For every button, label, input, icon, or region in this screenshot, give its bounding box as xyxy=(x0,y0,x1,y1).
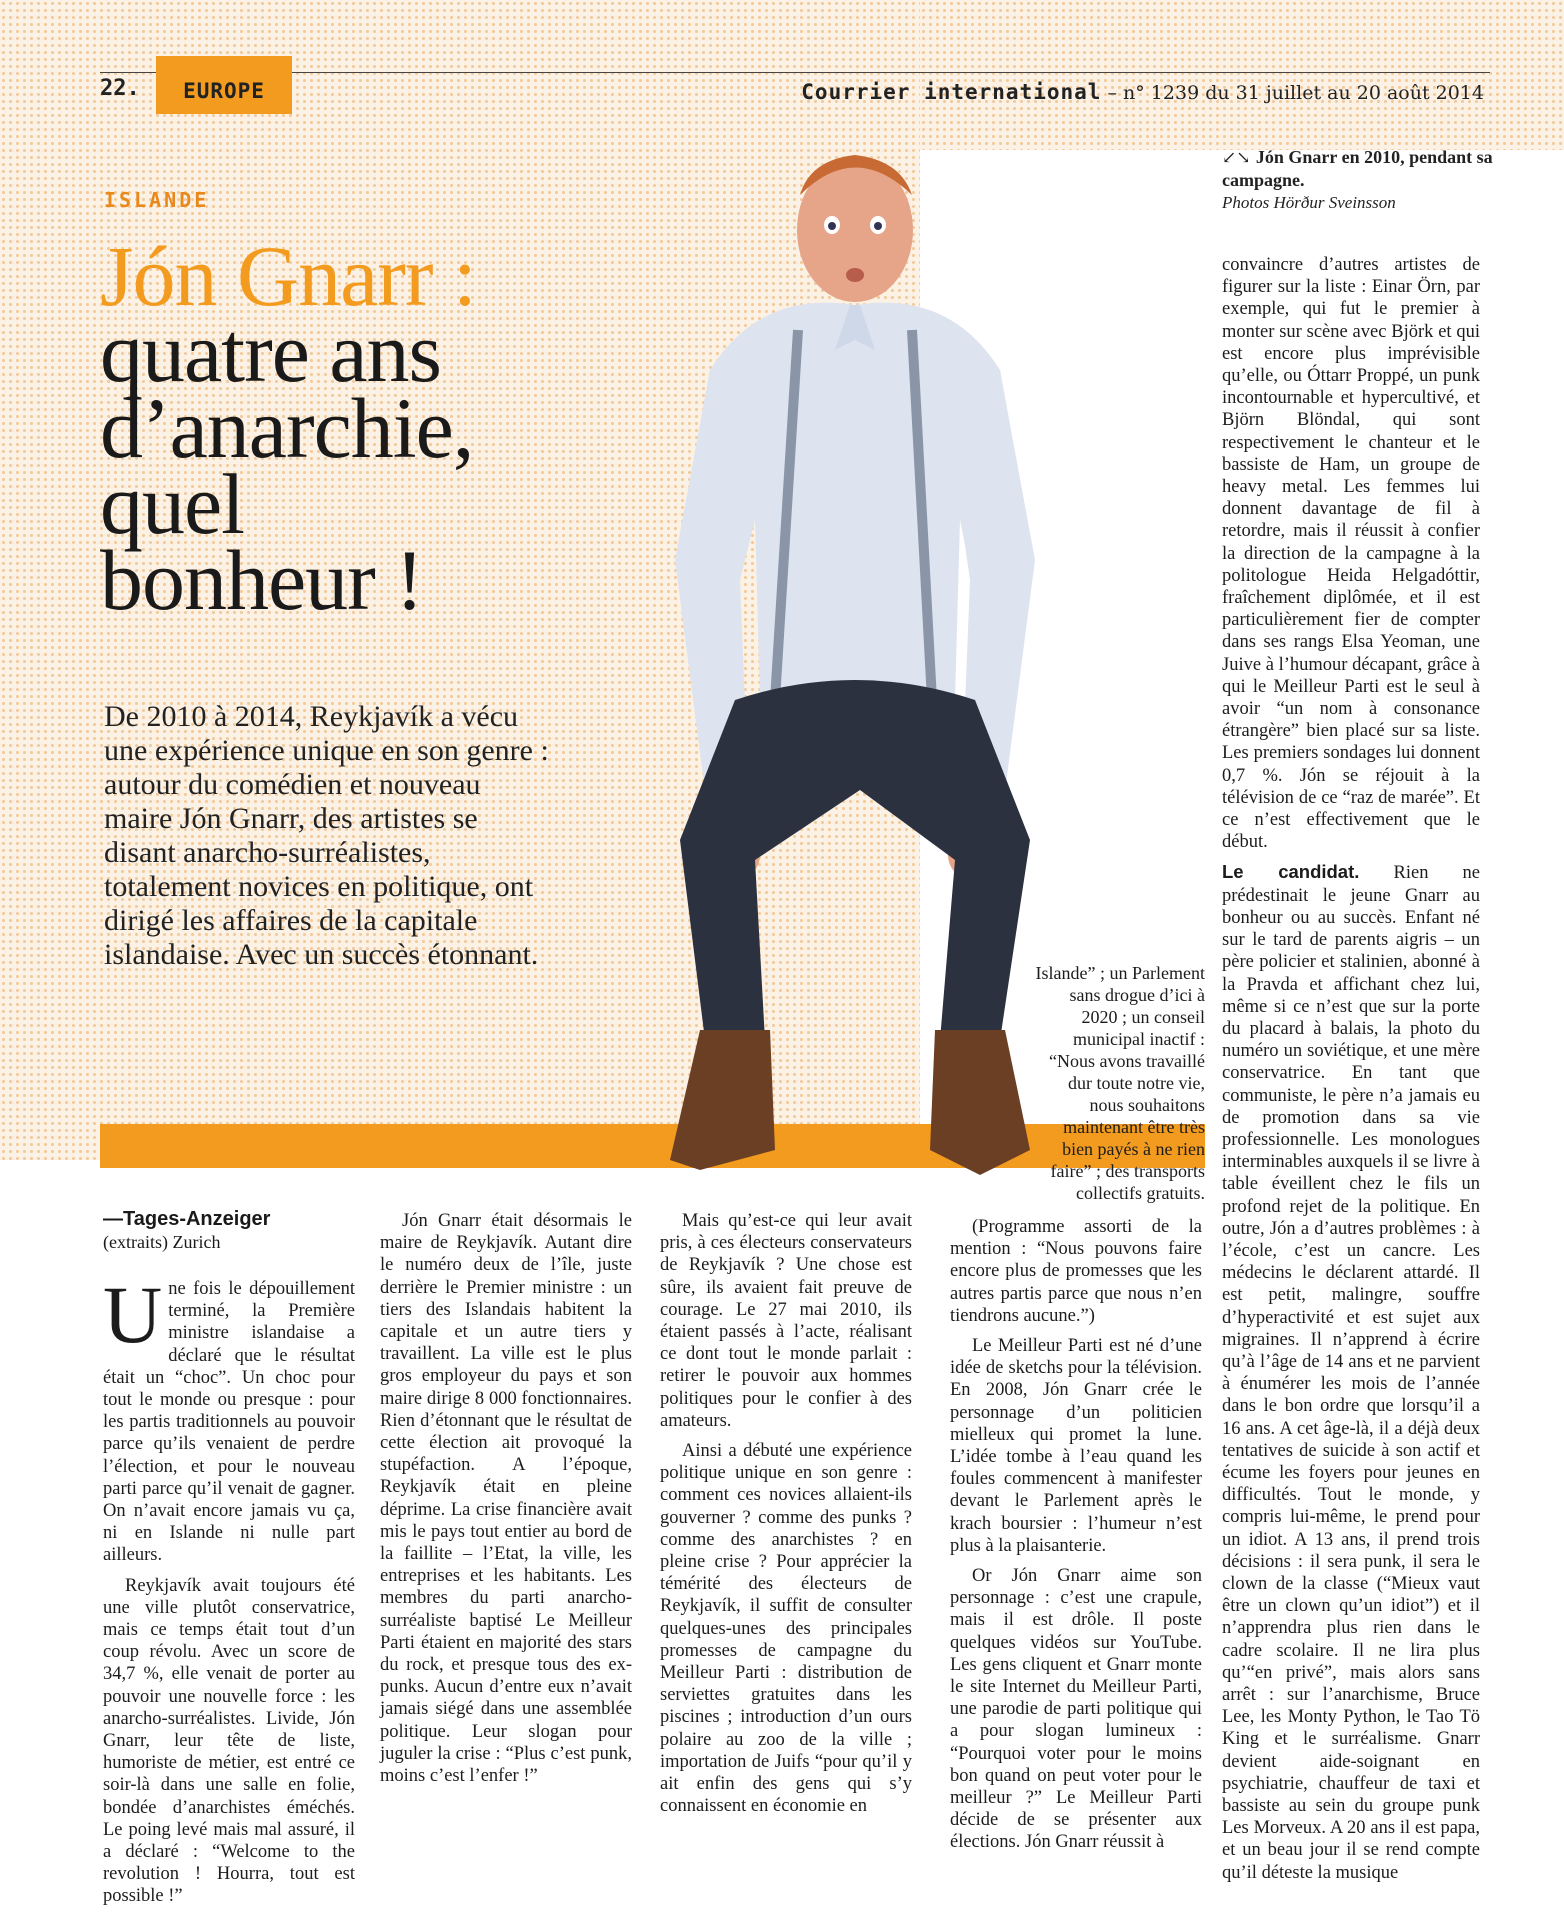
paragraph: Reykjavík avait toujours été une ville plutôt conservatrice, mais ce temps était tout d’un coup révolu. Avec un score de 34,7 %, elle venait de porter au pouvoir une nouvelle force : les anarcho-surréalistes. Livide, Jón Gnarr, leur tête de liste, humoriste de métier, est entré ce soir-là dans une salle en folie, bondée d’anarchistes éméchés. Le poing levé mais mal assuré, il a déclaré : “Welcome to the revolution ! Hourra, tout est possible !” xyxy=(103,1575,355,1907)
publication-name: Courrier international xyxy=(801,80,1102,104)
caption-arrows: ↙↘ xyxy=(1222,148,1251,168)
paragraph: Ainsi a débuté une expérience politique unique en son genre : comment ces novices allaient-ils gouverner ? comme des punks ? comme des anarchistes ? en pleine crise ? Pour apprécier la témérité des électeurs de Reykjavík, il suffit de consulter quelques-unes des principales promesses de campagne du Meilleur Parti : distribution de serviettes gratuites dans les piscines ; introduction d’un ours polaire au zoo de la ville ; importation de Juifs “pour qu’il y ait enfin des gens qui s’y connaissent en économie en xyxy=(660,1441,912,1817)
paragraph-text: Rien ne prédestinait le jeune Gnarr au bonheur ou au succès. Enfant né sur le tard de parents aigris – un père policier et stalinien, abonné à la Pravda et affichant chez lui, même si ce n’est que sur la porte du placard à balais, la photo du numéro un soviétique, et une mère conservatrice. En tant que communiste, le père n’a jamais eu de promotion dans sa vie professionnelle. Les monologues interminables auxquels il se livre à table éveillent chez le fils un profond rejet de la politique. En outre, Jón a d’autres problèmes : à l’école, c’est un cancre. Les médecins le déclarent attardé. Il est petit, malingre, souffre d’hyperactivité et est sujet aux migraines. Il n’apprend à écrire qu’à l’âge de 14 ans et ne parvient à énumérer les mois de l’année dans le bon ordre que lorsqu’il a 16 ans. A cet âge-là, il a déjà deux tentatives de suicide à son actif et écume les foyers pour jeunes en difficultés. Tout le monde, y compris lui-même, le prend pour un idiot. A 13 ans, il prend trois décisions : il sera punk, il sera le clown de la classe (“Mieux vaut être un clown qu’un idiot”) et il n’apprendra plus rien dans le cadre scolaire. Il ne lira plus qu’“en privé”, mais alors sans arrêt : sur l’anarchisme, Bruce Lee, les Monty Python, le Tao Tö King et le surréalisme. Gnarr devient aide-soignant en psychiatrie, chauffeur de taxi et bassiste au sein du groupe punk Les Morveux. A 20 ans il est papa, et un beau jour il se rend compte qu’il déteste la musique xyxy=(1222,863,1480,1883)
headline-line: quel xyxy=(100,456,245,552)
column-3 xyxy=(660,1210,912,1825)
page-number: 22. xyxy=(100,76,140,101)
photo-credit: Photos Hörður Sveinsson xyxy=(1222,193,1396,212)
section-tag: EUROPE xyxy=(156,56,292,114)
column-2 xyxy=(380,1210,632,1795)
dotted-background-top xyxy=(920,0,1564,150)
section-lead: Le candidat. xyxy=(1222,861,1360,883)
paragraph: convaincre d’autres artistes de figurer sur la liste : Einar Örn, par exemple, qui fut le premier à monter sur scène avec Björk et qui est encore plus imprévisible qu’elle, ou Óttarr Proppé, un punk incontournable et hypercultivé, et Björn Blöndal, qui sont respectivement le chanteur et le bassiste de Ham, un groupe de heavy metal. Les femmes lui donnent davantage de fil à retordre, mais il réussit à confier la direction de la campagne à la politologue Heida Helgadóttir, fraîchement diplômée, et il est particulièrement fier de compter dans ses rangs Elsa Yeoman, une Juive à l’humour décapant, grâce à qui le Meilleur Parti est le seul à avoir “un nom à consonance étrangère” bien placé sur sa liste. Les premiers sondages lui donnent 0,7 %. Jón se réjouit à la télévision de ce “raz de marée”. Et ce n’est effectivement que le début. xyxy=(1222,255,1480,853)
column-4-top: Islande” ; un Parlement sans drogue d’ici à 2020 ; un conseil municipal inactif : “Nous avons travaillé dur toute notre vie, nous souhaitons maintenant être très bien payés à ne rien faire” ; des transports collectifs gratuits. xyxy=(1035,963,1205,1203)
paragraph: Or Jón Gnarr aime son personnage : c’est une crapule, mais il est drôle. Il poste quelques vidéos sur YouTube. Les gens cliquent et Gnarr monte le site Internet du Meilleur Parti, une parodie de parti politique qui a pour slogan lumineux : “Pourquoi voter pour le moins bon quand on peut voter pour le meilleur ?” Le Meilleur Parti décide de se présenter aux élections. Jón Gnarr réussit à xyxy=(950,1566,1202,1853)
paragraph: (Programme assorti de la mention : “Nous pouvons faire encore plus de promesses que les autres partis parce que nous n’en tiendrons aucune.”) xyxy=(950,1217,1202,1326)
standfirst: De 2010 à 2014, Reykjavík a vécu une expérience unique en son genre : autour du comédien et nouveau maire Jón Gnarr, des artistes se disant anarcho-surréalistes, totalement novices en politique, ont dirigé les affaires de la capitale islandaise. Avec un succès étonnant. xyxy=(104,700,549,971)
masthead-dash: – xyxy=(1107,82,1124,104)
paragraph: Mais qu’est-ce qui leur avait pris, à ces électeurs conservateurs de Reykjavík ? Une chose est sûre, ils avaient fait preuve de courage. Le 27 mai 2010, ils étaient passés à l’acte, réalisant ce dont tout le monde parlait : retirer le pouvoir aux hommes politiques pour le confier à des amateurs. xyxy=(660,1211,912,1431)
paragraph: Jón Gnarr était désormais le maire de Reykjavík. Autant dire le numéro deux de l’île, juste derrière le Premier ministre : un tiers des Islandais habitent la capitale et un autre tiers y travaillent. La ville est le plus gros employeur du pays et son maire dirige 8 000 fonctionnaires. Rien d’étonnant que le résultat de cette élection ait provoqué la stupéfaction. A l’époque, Reykjavík était en pleine déprime. La crise financière avait mis le pays tout entier au bord de la faillite – l’Etat, la ville, les entreprises et les habitants. Les membres du parti anarcho-surréaliste baptisé Le Meilleur Parti étaient en majorité des stars du rock, et presque tous des ex-punks. Aucun d’entre eux n’avait jamais siégé dans une assemblée politique. Leur slogan pour juguler la crise : “Plus c’est punk, moins c’est l’enfer !” xyxy=(380,1211,632,1787)
column-4 xyxy=(950,1216,1202,1862)
photo-mouth xyxy=(846,268,864,282)
headline-line: quatre ans xyxy=(100,304,442,400)
kicker: ISLANDE xyxy=(104,188,210,212)
photo-boot-right xyxy=(930,1030,1030,1175)
caption-text: Jón Gnarr en 2010, pendant sa campagne. xyxy=(1222,147,1493,190)
column-1 xyxy=(103,1269,355,1916)
headline-line: d’anarchie, xyxy=(100,380,474,476)
source-detail: (extraits) Zurich xyxy=(103,1232,221,1252)
photo-pupil xyxy=(828,222,836,230)
source-name: —Tages-Anzeiger xyxy=(103,1208,271,1230)
photo-caption xyxy=(1222,146,1502,214)
paragraph-text: ne fois le dépouillement terminé, la Première ministre islandaise a déclaré que le résultat était un “choc”. Un choc pour tout le monde ou presque : pour les partis traditionnels au pouvoir parce qu’ils venaient de perdre l’élection, et pour le nouveau parti parce qu’il venait de gagner. On n’avait encore jamais vu ça, ni en Islande ni nulle part ailleurs. xyxy=(103,1279,355,1566)
drop-cap: U xyxy=(103,1269,163,1360)
photo-trousers xyxy=(680,680,1030,1040)
photo-pupil xyxy=(874,222,882,230)
paragraph xyxy=(103,1269,355,1567)
column-5 xyxy=(1222,254,1480,1892)
masthead xyxy=(801,80,1484,104)
headline-line: bonheur ! xyxy=(100,532,423,628)
issue-info: n° 1239 du 31 juillet au 20 août 2014 xyxy=(1123,82,1484,104)
paragraph xyxy=(1222,861,1480,1883)
headline xyxy=(100,228,620,628)
paragraph: Le Meilleur Parti est né d’une idée de sketchs pour la télévision. En 2008, Jón Gnarr crée le personnage d’un politicien mielleux qui promet la lune. L’idée tombe à l’eau quand les foules commencent à manifester devant le Parlement après le krach boursier : l’humeur n’est plus à la plaisanterie. xyxy=(950,1336,1202,1556)
header-rule xyxy=(100,72,1490,73)
headline-accent: Jón Gnarr : xyxy=(100,228,476,324)
photo-boot-left xyxy=(670,1030,775,1170)
